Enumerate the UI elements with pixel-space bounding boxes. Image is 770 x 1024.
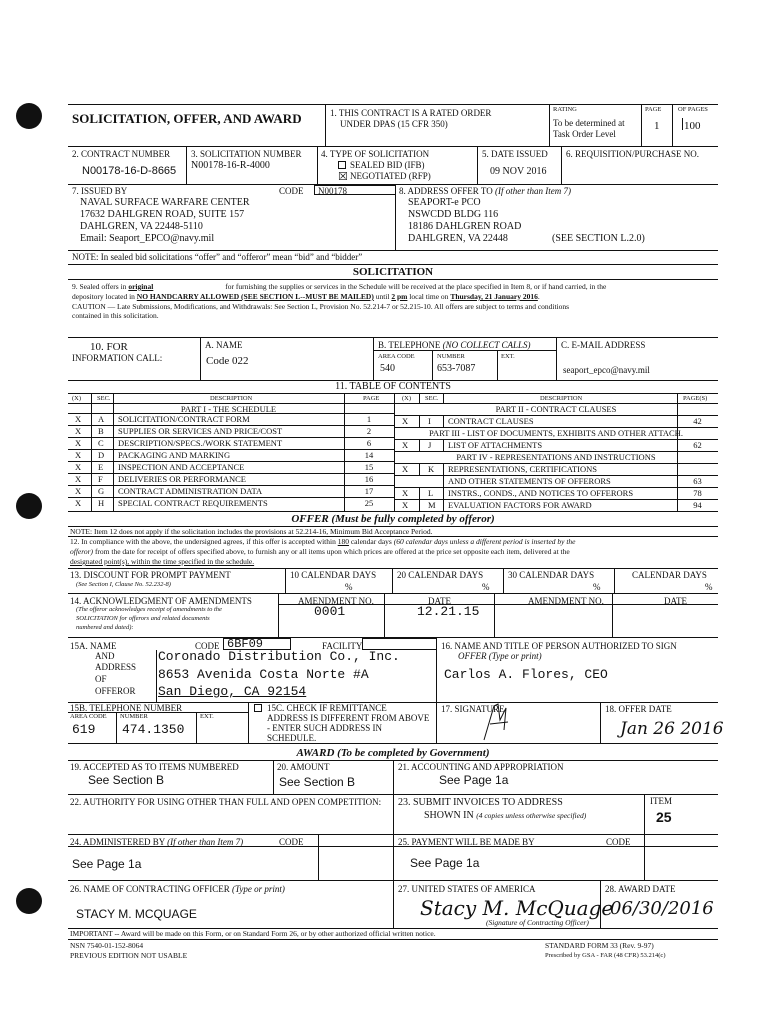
address-offer-label: 8. ADDRESS OFFER TO (If other than Item 7) [399,186,571,196]
amendments-note-2: SOLICITATION for offerors and related documents [76,615,210,622]
remittance-checkbox[interactable] [254,704,262,712]
page-label: PAGE [645,106,662,113]
form-title: SOLICITATION, OFFER, AND AWARD [72,111,302,126]
info-email-label: C. E-MAIL ADDRESS [561,340,646,350]
issued-by-code-label: CODE [279,186,304,196]
address-offer-see: (SEE SECTION L.2.0) [552,233,645,244]
issued-by-label: 7. ISSUED BY [72,186,128,196]
of-pages-value: 100 [684,120,701,132]
toc-right-page: 63 [693,476,702,486]
dpas-label: UNDER DPAS (15 CFR 350) [340,119,448,129]
toc-right-page: 42 [693,416,702,426]
issued-by-line-1: NAVAL SURFACE WARFARE CENTER [80,197,250,208]
item23-item-label: ITEM [650,796,672,806]
offeror-signature [480,700,520,744]
info-name-value: Code 022 [206,355,249,367]
discount-20-days: 20 CALENDAR DAYS [397,570,484,580]
address-offer-line-2: NSWCDD BLDG 116 [408,209,499,220]
page-value: 1 [654,120,660,132]
toc-right-desc: CONTRACT CLAUSES [448,416,534,426]
toc-left-x: X [75,426,82,436]
toc-left-sec: G [98,486,105,496]
amendment-no-label: AMENDMENT NO. [298,596,374,606]
issued-by-code: N00178 [318,186,347,196]
punch-hole-top [16,103,42,129]
issued-by-line-2: 17632 DAHLGREN ROAD, SUITE 157 [80,209,245,220]
rating-value-1: To be determined at [553,118,625,128]
info-number: 653-7087 [437,363,476,374]
discount-calendar-days: CALENDAR DAYS [632,570,707,580]
item25-value: See Page 1a [410,856,480,870]
toc-left-sec: E [98,462,104,472]
toc-left-sec: A [98,414,105,424]
note-sealed-bid: NOTE: In sealed bid solicitations “offer” and “offeror” mean “bid” and “bidder” [72,252,363,262]
toc-col-sec-2: SEC. [425,395,439,402]
toc-right-part: PART III - LIST OF DOCUMENTS, EXHIBITS AND OTHER ATTACH. [429,428,683,438]
solicitation-number-value: N00178-16-R-4000 [191,160,270,171]
item23-item-value: 25 [656,809,672,825]
toc-right-desc: REPRESENTATIONS, CERTIFICATIONS [448,464,597,474]
toc-left-x: X [75,414,82,424]
note-item-12: NOTE: Item 12 does not apply if the solicitation includes the provisions at 52.214-16, Minimum Bid Acceptance Period. [70,527,433,536]
address-offer-line-3: 18186 DAHLGREN ROAD [408,221,522,232]
toc-left-sec: B [98,426,104,436]
offer-date-label: 18. OFFER DATE [605,704,672,714]
amendment-no-value: 0001 [314,604,346,619]
discount-10-days: 10 CALENDAR DAYS [290,570,377,580]
toc-right-sec: M [428,500,436,510]
rating-label: RATING [553,106,577,113]
item20-value: See Section B [279,775,356,789]
toc-right-sec: J [428,440,432,450]
authorized-label: 16. NAME AND TITLE OF PERSON AUTHORIZED TO SIGN [441,641,677,651]
item9-line-2: depository located in NO HANDCARRY ALLOWED (SEE SECTION L--MUST BE MAILED) until 2 pm local time on Thursday, 21 January 2016. [72,292,540,301]
toc-right-desc: LIST OF ATTACHMENTS [448,440,543,450]
authorized-value: Carlos A. Flores, CEO [444,667,608,682]
telephone-15b-number-label: NUMBER [120,713,148,720]
offeror-line-1: Coronado Distribution Co., Inc. [158,649,400,664]
offeror-code-label: CODE [195,641,220,651]
amendments-note-1: (The offeror acknowledges receipt of amendments to the [76,606,222,613]
toc-left-page: 6 [366,438,372,448]
toc-left-x: X [75,474,82,484]
offeror-line-2: 8653 Avenida Costa Norte #A [158,667,369,682]
discount-note: (See Section I, Clause No. 52.232-8) [76,581,171,588]
toc-col-desc-2: DESCRIPTION [540,395,583,402]
toc-left-sec: D [98,450,105,460]
toc-right-part: PART II - CONTRACT CLAUSES [495,404,617,414]
toc-right-part: PART IV - REPRESENTATIONS AND INSTRUCTIONS [456,452,656,462]
toc-left-page: 1 [366,414,372,424]
sealed-bid-checkbox[interactable] [338,161,346,169]
toc-right-desc: AND OTHER STATEMENTS OF OFFERORS [448,476,611,486]
toc-left-desc: SPECIAL CONTRACT REQUIREMENTS [118,498,268,508]
award-heading: AWARD (To be completed by Government) [296,747,490,759]
toc-part-1: PART I - THE SCHEDULE [180,404,277,414]
item27-sig-caption: (Signature of Contracting Officer) [486,918,589,927]
address-offer-line-1: SEAPORT-e PCO [408,197,481,208]
item9-caution-2: contained in this solicitation. [72,311,159,320]
amendments-note-3: numbered and dated): [76,624,134,631]
offeror-and-label: AND [95,651,115,661]
toc-right-page: 62 [693,440,702,450]
toc-left-desc: PACKAGING AND MARKING [118,450,231,460]
offeror-address-label: ADDRESS [95,662,137,672]
item26-value: STACY M. MCQUAGE [76,907,197,921]
toc-left-sec: C [98,438,104,448]
item27-label: 27. UNITED STATES OF AMERICA [398,884,536,894]
item24-code-label: CODE [279,837,304,847]
toc-left-x: X [75,498,82,508]
authorized-note: OFFER (Type or print) [458,651,542,661]
amendment-date-value: 12.21.15 [417,604,480,619]
toc-left-desc: SOLICITATION/CONTRACT FORM [118,414,250,424]
amendments-label: 14. ACKNOWLEDGMENT OF AMENDMENTS [70,596,252,606]
remittance-label: 15C. CHECK IF REMITTANCE [267,703,387,713]
toc-left-page: 2 [366,426,372,436]
toc-right-sec: I [428,416,431,426]
amendment-no-label-2: AMENDMENT NO. [528,596,604,606]
toc-left-desc: SUPPLIES OR SERVICES AND PRICE/COST [118,426,283,436]
offeror-facility-label: FACILITY [322,641,363,651]
item20-label: 20. AMOUNT [277,762,330,772]
toc-col-page: PAGE [363,395,380,402]
toc-right-sec: K [428,464,435,474]
toc-right-sec: L [428,488,434,498]
toc-left-sec: H [98,498,105,508]
date-issued-label: 5. DATE ISSUED [482,149,548,159]
item9-line-1: 9. Sealed offers in original for furnishing the supplies or services in the Schedule will be received at the place specified in Item 8, or if hand carried, in the [72,282,607,291]
item24-label: 24. ADMINISTERED BY (If other than Item 7) [70,837,244,847]
info-label-2: INFORMATION CALL: [72,353,163,363]
telephone-15b-area-label: AREA CODE [70,713,107,720]
remittance-line-3: - ENTER SUCH ADDRESS IN [267,723,383,733]
offer-date-value: Jan 26 2016 [620,719,724,739]
item12-line-3: designated point(s), within the time specified in the schedule. [70,557,255,566]
toc-col-x: (X) [72,395,82,402]
negotiated-checkbox[interactable]: ☒ [338,170,348,183]
type-of-solicitation-label: 4. TYPE OF SOLICITATION [321,149,430,159]
toc-right-x: X [402,416,409,426]
toc-col-x-2: (X) [402,395,412,402]
toc-right-page: 94 [693,500,702,510]
item24-value: See Page 1a [72,857,142,871]
footer-previous-edition: PREVIOUS EDITION NOT USABLE [70,951,188,960]
issued-by-line-3: DAHLGREN, VA 22448-5110 [80,221,203,232]
toc-left-x: X [75,450,82,460]
offer-heading: OFFER (Must be fully completed by offeror) [291,513,495,525]
discount-10-pct: % [345,582,353,592]
toc-left-page: 15 [364,462,374,472]
toc-right-page: 78 [693,488,702,498]
toc-col-desc: DESCRIPTION [210,395,253,402]
toc-left-sec: F [98,474,103,484]
punch-hole-bottom [16,888,42,914]
contract-number-label: 2. CONTRACT NUMBER [72,149,171,159]
telephone-15b-area: 619 [72,722,96,737]
item12-line-2: offeror) from the date for receipt of offers specified above, to furnish any or all items upon which prices are offered at the price set opposite each item, delivered at the [70,547,570,556]
punch-hole-middle [16,493,42,519]
info-label-1: 10. FOR [90,341,128,353]
discount-cal-pct: % [705,582,713,592]
toc-right-x: X [402,464,409,474]
info-number-label: NUMBER [437,353,465,360]
offeror-of-label: OF [95,674,107,684]
address-offer-line-4: DAHLGREN, VA 22448 [408,233,508,244]
toc-right-x: X [402,500,409,510]
item21-label: 21. ACCOUNTING AND APPROPRIATION [398,762,564,772]
amendment-date-label: DATE [428,596,451,606]
item21-value: See Page 1a [439,773,509,787]
toc-left-x: X [75,438,82,448]
signature-17-label: 17. SIGNATURE [441,704,505,714]
info-area-code: 540 [380,363,395,374]
toc-right-x: X [402,440,409,450]
issued-by-email: Email: Seaport_EPCO@navy.mil [80,233,215,244]
item28-value: 06/30/2016 [610,898,714,919]
info-area-code-label: AREA CODE [378,353,415,360]
discount-30-pct: % [593,582,601,592]
info-ext-label: EXT. [501,353,515,360]
toc-left-desc: CONTRACT ADMINISTRATION DATA [118,486,263,496]
negotiated-label: NEGOTIATED (RFP) [350,171,431,181]
toc-left-page: 17 [364,486,374,496]
toc-col-pages: PAGE(S) [683,395,708,402]
toc-col-sec: SEC. [97,395,111,402]
offeror-code: 6BF09 [227,637,264,651]
remittance-line-4: SCHEDULE. [267,733,317,743]
info-email: seaport_epco@navy.mil [563,365,650,375]
telephone-15b-number: 474.1350 [122,722,185,737]
discount-label: 13. DISCOUNT FOR PROMPT PAYMENT [70,570,231,580]
toc-right-desc: INSTRS., CONDS., AND NOTICES TO OFFERORS [448,488,634,498]
contract-number-value: N00178-16-D-8665 [82,165,177,177]
rated-order-label: 1. THIS CONTRACT IS A RATED ORDER [330,108,492,118]
telephone-15b-ext-label: EXT. [200,713,214,720]
item25-label: 25. PAYMENT WILL BE MADE BY [398,837,535,847]
rating-value-2: Task Order Level [553,129,616,139]
item19-label: 19. ACCEPTED AS TO ITEMS NUMBERED [70,762,239,772]
item28-label: 28. AWARD DATE [605,884,676,894]
important-note: IMPORTANT -- Award will be made on this Form, or on Standard Form 26, or by other authorized official written notice. [70,929,436,938]
item26-label: 26. NAME OF CONTRACTING OFFICER (Type or print) [70,884,285,894]
footer-standard-form: STANDARD FORM 33 (Rev. 9-97) [545,941,654,950]
footer-nsn: NSN 7540-01-152-8064 [70,941,144,950]
telephone-15b-label: 15B. TELEPHONE NUMBER [70,703,183,713]
of-pages-label: OF PAGES [678,106,708,113]
toc-left-page: 16 [364,474,374,484]
item25-code-label: CODE [606,837,631,847]
toc-heading: 11. TABLE OF CONTENTS [335,381,451,392]
footer-prescribed: Prescribed by GSA - FAR (48 CFR) 53.214(c) [545,952,666,959]
toc-left-desc: DELIVERIES OR PERFORMANCE [118,474,246,484]
offeror-line-3: San Diego, CA 92154 [158,684,307,699]
date-issued-value: 09 NOV 2016 [490,166,547,177]
offeror-offeror-label: OFFEROR [95,686,136,696]
toc-left-x: X [75,462,82,472]
remittance-line-2: ADDRESS IS DIFFERENT FROM ABOVE [267,713,430,723]
item22-label: 22. AUTHORITY FOR USING OTHER THAN FULL AND OPEN COMPETITION: [70,797,382,807]
info-telephone-label: B. TELEPHONE (NO COLLECT CALLS) [378,340,531,350]
sealed-bid-label: SEALED BID (IFB) [350,160,425,170]
info-name-label: A. NAME [205,340,243,350]
item9-caution: CAUTION — Late Submissions, Modifications, and Withdrawals: See Section L, Provision No. 52.214-7 or 52.215-10. All offers are subject to terms and conditions [72,302,570,311]
item12-line-1: 12. In compliance with the above, the undersigned agrees, if this offer is accepted within 180 calendar days (60 calendar days unless a different period is inserted by the [70,537,576,546]
solicitation-heading: SOLICITATION [352,266,434,278]
item19-value: See Section B [88,773,165,787]
toc-left-x: X [75,486,82,496]
item23-label: 23. SUBMIT INVOICES TO ADDRESS [398,797,563,808]
contracting-officer-signature: Stacy M. McQuage [420,896,614,920]
item23-line-2: SHOWN IN (4 copies unless otherwise specified) [424,810,587,821]
requisition-label: 6. REQUISITION/PURCHASE NO. [566,149,700,159]
toc-right-desc: EVALUATION FACTORS FOR AWARD [448,500,592,510]
toc-right-x: X [402,488,409,498]
toc-left-page: 14 [364,450,374,460]
toc-left-desc: DESCRIPTION/SPECS./WORK STATEMENT [118,438,283,448]
offeror-name-label: 15A. NAME [70,641,117,651]
toc-left-desc: INSPECTION AND ACCEPTANCE [118,462,245,472]
solicitation-number-label: 3. SOLICITATION NUMBER [191,149,302,159]
amendment-date-label-2: DATE [664,596,687,606]
toc-left-page: 25 [364,498,374,508]
discount-20-pct: % [482,582,490,592]
discount-30-days: 30 CALENDAR DAYS [508,570,595,580]
